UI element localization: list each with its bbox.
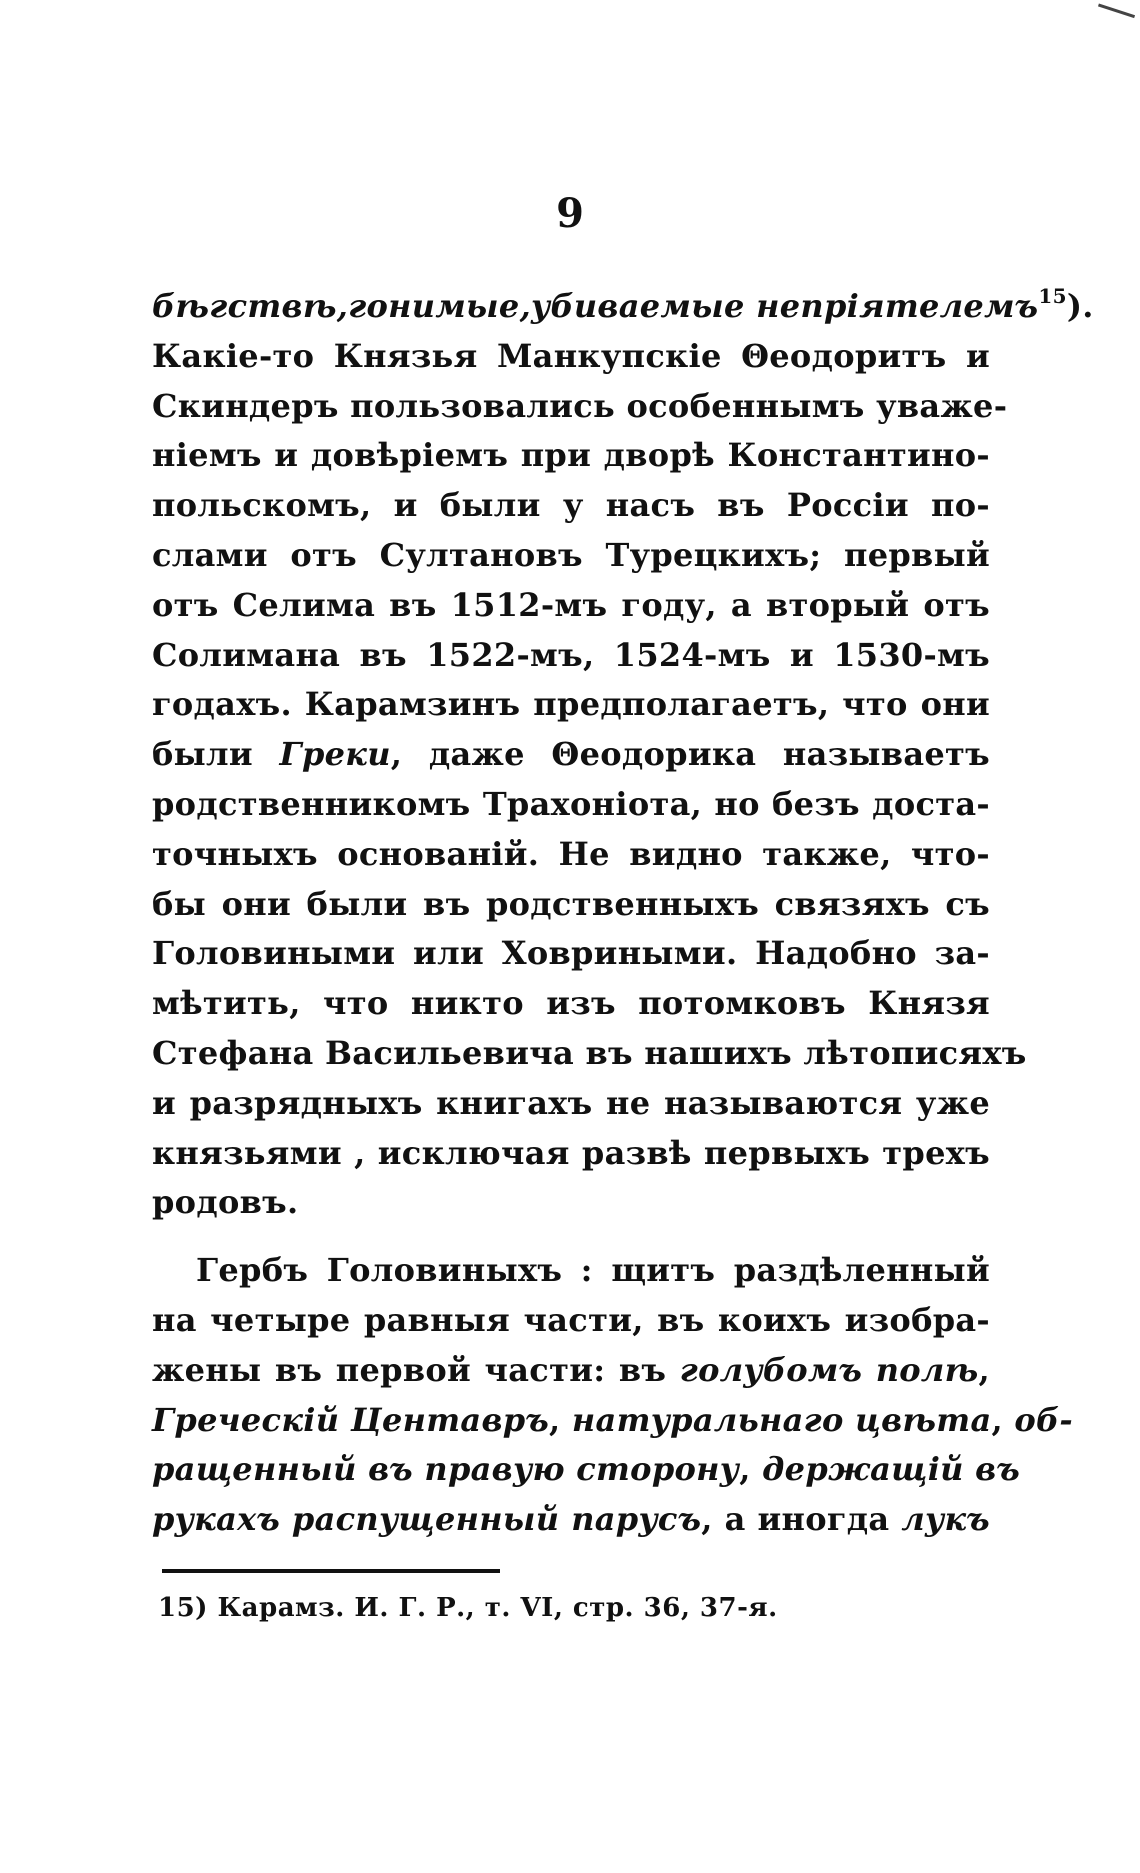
- page-number: 9: [556, 190, 584, 237]
- text-line: ніемъ и довѣріемъ при дворѣ Константино-: [152, 436, 990, 475]
- paragraph-gap: [152, 1228, 990, 1246]
- scan-artifact-mark: [1098, 0, 1140, 18]
- text-line: князьями , исключая развѣ первыхъ трехъ: [152, 1133, 990, 1172]
- text-line: польскомъ, и были у насъ въ Россіи по-: [152, 486, 990, 525]
- footnote-divider: [162, 1569, 500, 1573]
- text-line: годахъ. Карамзинъ предполагаетъ, что они: [152, 685, 990, 724]
- text-line: и разрядныхъ книгахъ не называются уже: [152, 1083, 990, 1122]
- text-line: Головиными или Ховриными. Надобно за-: [152, 934, 990, 973]
- text-line: родственникомъ Трахоніота, но безъ доста-: [152, 784, 990, 823]
- text-line: Какіе-то Князья Манкупскіе Θеодоритъ и: [152, 336, 990, 375]
- footnote-ref[interactable]: 15: [1038, 284, 1067, 308]
- text-line: ращенный въ правую сторону, держащій въ: [152, 1450, 1021, 1489]
- text-line: Солимана въ 1522-мъ, 1524-мъ и 1530-мъ: [152, 635, 990, 674]
- text-line: Греческій Центавръ, натуральнаго цвѣта, об-: [152, 1400, 1074, 1439]
- text-line: отъ Селима въ 1512-мъ году, а вторый отъ: [152, 585, 990, 624]
- text-line: были Греки, даже Θеодорика называетъ: [152, 735, 990, 774]
- text-line: мѣтить, что никто изъ потомковъ Князя: [152, 984, 990, 1023]
- text-line: Стефана Васильевича въ нашихъ лѣтописяхъ: [152, 1033, 1027, 1072]
- footnote: 15) Карамз. И. Г. Р., т. VI, стр. 36, 37-я.: [158, 1593, 778, 1623]
- text-line: бы они были въ родственныхъ связяхъ съ: [152, 884, 990, 923]
- text-line: на четыре равныя части, въ коихъ изобра-: [152, 1300, 990, 1339]
- body-text: [152, 282, 1094, 1545]
- text-line: рукахъ распущенный парусъ, а иногда лукъ: [152, 1500, 990, 1539]
- text-line: бѣгствѣ,гонимые,убиваемые непріятелемъ$^{15}$).: [152, 284, 1094, 325]
- text-line: точныхъ основаній. Не видно также, что-: [152, 834, 990, 873]
- text-line: слами отъ Султановъ Турецкихъ; первый: [152, 535, 990, 574]
- text-line: родовъ.: [152, 1183, 299, 1222]
- text-line: жены въ первой части: въ голубомъ полѣ,: [152, 1350, 990, 1389]
- text-line: Гербъ Головиныхъ : щитъ раздѣленный: [196, 1251, 990, 1290]
- text-line: Скиндеръ пользовались особеннымъ уваже-: [152, 386, 1008, 425]
